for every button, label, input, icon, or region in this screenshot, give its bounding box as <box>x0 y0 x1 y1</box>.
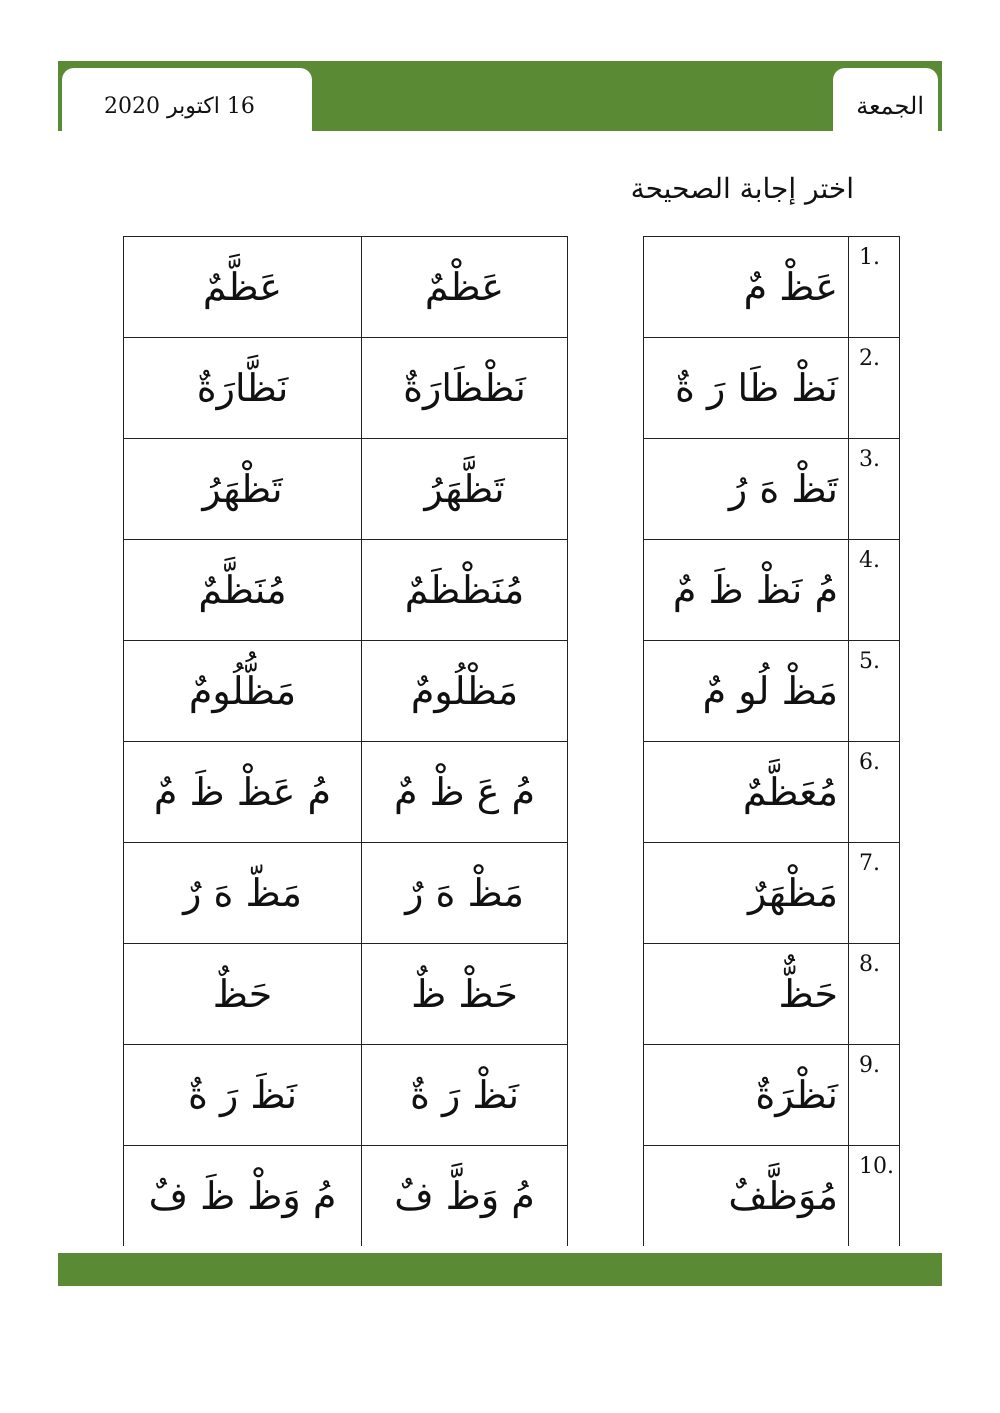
question-number-cell <box>849 843 900 944</box>
question-number-cell <box>849 1045 900 1146</box>
option-text: مَظّ هَ رٌ <box>183 871 302 915</box>
option-a-cell[interactable] <box>362 843 568 944</box>
option-b-cell[interactable] <box>124 944 362 1045</box>
date-label: 16 اكتوبر 2020 <box>104 94 255 119</box>
question-row <box>644 1045 900 1146</box>
question-word: مُ نَظْ ظَ مٌ <box>672 568 838 612</box>
option-row <box>124 944 568 1045</box>
option-b-cell[interactable] <box>124 742 362 843</box>
question-word: عَظْ مٌ <box>743 265 838 309</box>
option-a-cell[interactable] <box>362 237 568 338</box>
question-number-cell <box>849 439 900 540</box>
question-number: 10. <box>859 1154 894 1179</box>
question-word-cell <box>644 641 849 742</box>
question-row <box>644 439 900 540</box>
question-word-cell <box>644 338 849 439</box>
question-number: 1. <box>859 245 880 270</box>
question-word-cell <box>644 237 849 338</box>
question-number: 4. <box>859 548 880 573</box>
question-row <box>644 944 900 1045</box>
option-text: نَظْظَارَةٌ <box>403 366 526 410</box>
option-text: تَظْهَرُ <box>202 467 283 511</box>
option-a-cell[interactable] <box>362 1146 568 1247</box>
question-number: 6. <box>859 750 880 775</box>
option-b-cell[interactable] <box>124 439 362 540</box>
question-number: 2. <box>859 346 880 371</box>
option-text: نَظَ رَ ةٌ <box>187 1073 298 1117</box>
option-row <box>124 439 568 540</box>
question-word-cell <box>644 742 849 843</box>
option-text: نَظَّارَةٌ <box>196 366 289 410</box>
option-row <box>124 742 568 843</box>
option-b-cell[interactable] <box>124 237 362 338</box>
question-row <box>644 641 900 742</box>
questions-table <box>643 236 900 1246</box>
option-text: مُنَظْظَمٌ <box>404 568 525 612</box>
question-number-cell <box>849 237 900 338</box>
option-row <box>124 641 568 742</box>
question-word-cell <box>644 1146 849 1247</box>
question-word-cell <box>644 540 849 641</box>
question-number: 9. <box>859 1053 880 1078</box>
question-word-cell <box>644 843 849 944</box>
question-number: 5. <box>859 649 880 674</box>
option-a-cell[interactable] <box>362 1045 568 1146</box>
question-row <box>644 843 900 944</box>
option-a-cell[interactable] <box>362 439 568 540</box>
question-row <box>644 742 900 843</box>
question-word-cell <box>644 1045 849 1146</box>
option-text: مَظْ هَ رٌ <box>405 871 524 915</box>
options-table <box>123 236 568 1246</box>
question-word: مُوَظَّفٌ <box>728 1174 838 1218</box>
option-text: حَظٌ <box>212 972 273 1016</box>
question-word: تَظْ هَ رُ <box>728 467 838 511</box>
option-b-cell[interactable] <box>124 843 362 944</box>
day-label: الجمعة <box>856 92 924 120</box>
question-word-cell <box>644 944 849 1045</box>
option-a-cell[interactable] <box>362 338 568 439</box>
option-text: عَظْمٌ <box>424 265 505 309</box>
question-row <box>644 338 900 439</box>
option-text: مَظُّلُومٌ <box>188 669 297 713</box>
option-a-cell[interactable] <box>362 742 568 843</box>
option-row <box>124 237 568 338</box>
option-a-cell[interactable] <box>362 540 568 641</box>
option-a-cell[interactable] <box>362 944 568 1045</box>
question-word: مَظْ لُو مٌ <box>702 669 838 713</box>
option-text: مُ وَظْ ظَ فٌ <box>148 1174 337 1218</box>
option-text: نَظْ رَ ةٌ <box>409 1073 520 1117</box>
question-word: حَظٌّ <box>778 972 838 1016</box>
option-text: تَظَّهَرُ <box>424 467 505 511</box>
option-text: مُ عَظْ ظَ مٌ <box>153 770 332 814</box>
question-number-cell <box>849 338 900 439</box>
question-word: مُعَظَّمٌ <box>742 770 838 814</box>
question-row <box>644 1146 900 1247</box>
question-word-cell <box>644 439 849 540</box>
question-number-cell <box>849 944 900 1045</box>
question-row <box>644 237 900 338</box>
instruction-text: اختر إجابة الصحيحة <box>630 172 854 205</box>
question-number-cell <box>849 742 900 843</box>
option-row <box>124 1045 568 1146</box>
question-row <box>644 540 900 641</box>
option-a-cell[interactable] <box>362 641 568 742</box>
question-number: 8. <box>859 952 880 977</box>
question-number: 3. <box>859 447 880 472</box>
question-word: نَظْ ظَا رَ ةٌ <box>675 366 838 410</box>
option-text: عَظَّمٌ <box>202 265 283 309</box>
option-text: مَظْلُومٌ <box>410 669 519 713</box>
option-b-cell[interactable] <box>124 540 362 641</box>
option-text: مُ عَ ظْ مٌ <box>393 770 536 814</box>
option-row <box>124 540 568 641</box>
option-b-cell[interactable] <box>124 1146 362 1247</box>
question-number: 7. <box>859 851 880 876</box>
question-word: مَظْهَرٌ <box>747 871 838 915</box>
option-row <box>124 1146 568 1247</box>
option-text: مُنَظَّمٌ <box>198 568 287 612</box>
question-number-cell <box>849 1146 900 1247</box>
option-row <box>124 843 568 944</box>
question-word: نَظْرَةٌ <box>755 1073 838 1117</box>
option-b-cell[interactable] <box>124 641 362 742</box>
question-number-cell <box>849 540 900 641</box>
option-text: مُ وَظَّ فٌ <box>394 1174 535 1218</box>
option-text: حَظْ ظٌ <box>411 972 518 1016</box>
option-row <box>124 338 568 439</box>
footer-band <box>58 1253 942 1286</box>
option-b-cell[interactable] <box>124 1045 362 1146</box>
option-b-cell[interactable] <box>124 338 362 439</box>
question-number-cell <box>849 641 900 742</box>
